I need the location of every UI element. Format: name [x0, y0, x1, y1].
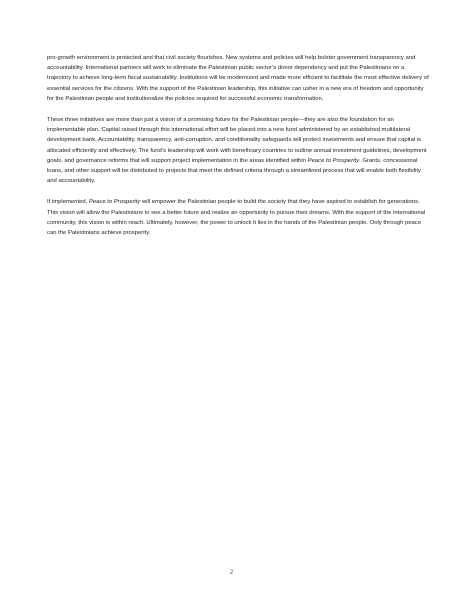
paragraph-3 [47, 197, 429, 238]
document-title-reference: Peace to Prosperity [307, 157, 360, 164]
body-text [47, 53, 429, 249]
paragraph-1-text: pro-growth environment is protected and that civil society flourishes. New systems and policies will help bolster government transparency and accountability. International partners will work to eliminate the Palestinian public sector’s donor dependency and put the Palestinians on a trajectory to achieve long-term fiscal sustainability. Institutions will be modernized and made more efficient to facilitate the most effective delivery of essential services for the citizens. With the support of the Palestinian leadership, this initiative can usher in a new era of freedom and opportunity for the Palestinian people and institutionalize the policies required for successful economic transformation. [47, 55, 429, 102]
paragraph-2-text: These three initiatives are more than just a vision of a promising future for the Palestinian people—they are also the foundation for an implementable plan. Capital raised through this international effort will be placed into a new fund administered by an established multilateral development bank. Accountability, transparency, anti-corruption, and conditionality safeguards will protect investments and ensure that capital is allocated efficiently and effectively. The fund’s leadership will work with beneficiary countries to outline annual investment guidelines, development goals, and governance reforms that will support project implementation in the areas identified within [47, 117, 427, 164]
page-number: 2 [229, 570, 234, 576]
paragraph-3-text-cont: will empower the Palestinian people to build the society that they have aspired to establish for generations. This vision will allow the Palestinians to see a better future and realize an opportunity to pursue their dreams. With the support of the international community, this vision is within reach. Ultimately, however, the power to unlock it lies in the hands of the Palestinian people. Only through peace can the Palestinians achieve prosperity. [47, 199, 426, 237]
paragraph-2 [47, 115, 429, 186]
document-title-reference: Peace to Prosperity [88, 199, 141, 206]
paragraph-2-text-cont: . Grants, concessional loans, and other support will be distributed to projects that meet the defined criteria through a streamlined process that will enable both flexibility and accountability. [47, 157, 421, 185]
paragraph-1 [47, 53, 429, 104]
paragraph-3-text: If implemented, [47, 199, 89, 206]
